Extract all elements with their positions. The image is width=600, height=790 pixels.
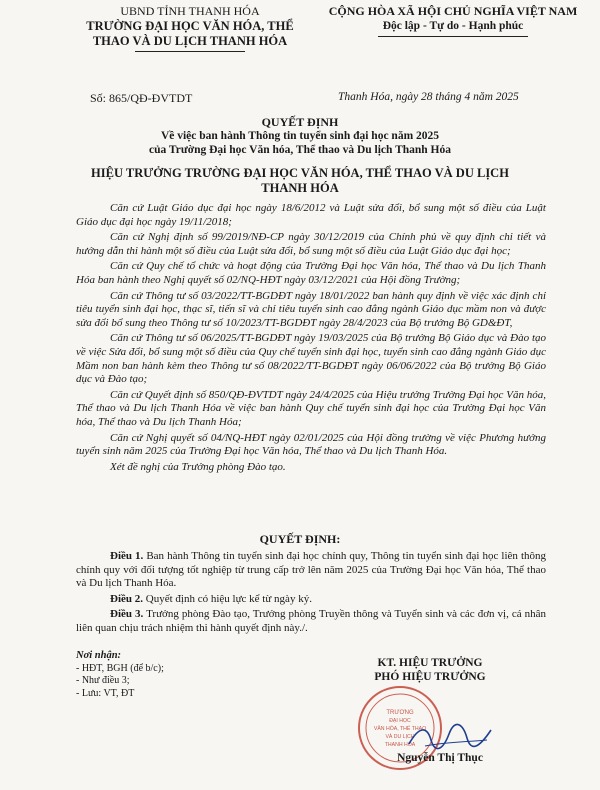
title-line3: của Trường Đại học Văn hóa, Thể thao và Du lịch Thanh Hóa — [148, 144, 451, 156]
article-text: Ban hành Thông tin tuyển sinh đại học chính quy, Thông tin tuyển sinh đại học liên thông chính quy với đối tượng tốt nghiệp từ trung cấp trở lên năm 2025 của Trường Đại học Văn hóa, Thể thao và Du lịch Thanh Hóa. — [76, 550, 547, 590]
nation-motto: Độc lập - Tự do - Hạnh phúc — [382, 20, 524, 32]
motto-underline — [378, 36, 528, 37]
svg-text:THANH HÓA: THANH HÓA — [384, 742, 416, 748]
article-text: Quyết định có hiệu lực kể từ ngày ký. — [143, 592, 312, 605]
article-text: Trưởng phòng Đào tạo, Trưởng phòng Truyền thông và Tuyển sinh và các đơn vị, cá nhân liên quan chịu trách nhiệm thi hành quyết định này./. — [76, 608, 547, 634]
recipient-item: - HĐT, BGH (để b/c); — [76, 662, 164, 674]
preamble-paragraph: Căn cứ Nghị quyết số 04/NQ-HĐT ngày 02/01/2025 của Hội đồng trường về việc Phương hướng tuyển sinh năm 2025 của Trường Đại học Văn hóa, Thể thao và Du lịch Thanh Hóa. — [76, 431, 546, 458]
article-3 — [76, 608, 546, 635]
article-label: Điều 1. — [110, 550, 144, 562]
signature-line1: KT. HIỆU TRƯỞNG — [377, 657, 483, 669]
document-number: Số: 865/QĐ-ĐVTDT — [90, 91, 193, 105]
preamble-paragraph: Căn cứ Luật Giáo dục đại học ngày 18/6/2012 và Luật sửa đổi, bổ sung một số điều của Luật Giáo dục đại học ngày 19/11/2018; — [76, 202, 546, 228]
document-title — [0, 115, 600, 157]
svg-text:VĂN HÓA, THỂ THAO: VĂN HÓA, THỂ THAO — [373, 726, 427, 732]
preamble-paragraph: Căn cứ Nghị định số 99/2019/NĐ-CP ngày 30/12/2019 của Chính phủ về quy định chi tiết và hướng dẫn thi hành một số điều của Luật sửa đổi, bổ sung một số điều của Luật Giáo dục đại học; — [76, 231, 546, 257]
recipient-item: - Như điều 3; — [76, 675, 130, 686]
signer-name: Nguyễn Thị Thục — [397, 752, 483, 764]
preamble-paragraph: Căn cứ Quyết định số 850/QĐ-ĐVTDT ngày 24/4/2025 của Hiệu trưởng Trường Đại học Văn hóa, Thể thao và Du lịch Thanh Hóa về việc ban hành Quy chế tuyển sinh đại học của Trường Đại học Văn hóa, Thể thao và Du lịch Thanh Hóa; — [76, 388, 546, 428]
signature-title — [330, 656, 530, 684]
nation-block — [318, 4, 588, 37]
school-name-line1: TRƯỜNG ĐẠI HỌC VĂN HÓA, THỂ — [86, 19, 294, 33]
title-line1: QUYẾT ĐỊNH — [261, 115, 339, 129]
article-label: Điều 2. — [110, 592, 143, 605]
issuer-block — [70, 4, 310, 52]
recipients-block — [76, 650, 276, 700]
agency-name: UBND TỈNH THANH HÓA — [120, 4, 260, 18]
school-name-line2: THAO VÀ DU LỊCH THANH HÓA — [92, 34, 288, 48]
recipients-label: Nơi nhận: — [76, 650, 122, 661]
article-label: Điều 3. — [110, 608, 144, 621]
authority-heading — [60, 166, 540, 196]
svg-text:ĐẠI HỌC: ĐẠI HỌC — [389, 718, 411, 724]
preamble-paragraph: Căn cứ Quy chế tổ chức và hoạt động của Trường Đại học Văn hóa, Thể thao và Du lịch Thanh Hóa ban hành theo Nghị quyết số 02/NQ-HĐT ngày 03/12/2021 của Hội đồng Trường; — [76, 260, 546, 286]
preamble — [76, 202, 546, 476]
preamble-paragraph: Căn cứ Thông tư số 06/2025/TT-BGDĐT ngày 19/03/2025 của Bộ trưởng Bộ Giáo dục và Đào tạo về việc Sửa đổi, bổ sung một số điều của Quy chế tuyển sinh đại học, tuyển sinh cao đẳng ngành Giáo dục Mầm non ban hành kèm theo Thông tư số 08/2022/TT-BGDĐT ngày 06/06/2022 của Bộ trưởng Bộ Giáo dục và Đào tạo; — [76, 332, 546, 386]
decision-heading: QUYẾT ĐỊNH: — [259, 532, 341, 546]
svg-text:TRƯỜNG: TRƯỜNG — [386, 710, 414, 716]
authority-line1: HIỆU TRƯỞNG TRƯỜNG ĐẠI HỌC VĂN HÓA, THỂ THAO VÀ DU LỊCH — [91, 166, 509, 180]
nation-name: CỘNG HÒA XÃ HỘI CHỦ NGHĨA VIỆT NAM — [328, 4, 578, 18]
authority-line2: THANH HÓA — [261, 181, 339, 195]
issuer-underline — [135, 51, 245, 52]
preamble-paragraph: Xét đề nghị của Trưởng phòng Đào tạo. — [110, 460, 286, 473]
svg-text:VÀ DU LỊCH: VÀ DU LỊCH — [385, 734, 415, 740]
signature-line2: PHÓ HIỆU TRƯỞNG — [374, 671, 486, 683]
recipient-item: - Lưu: VT, ĐT — [76, 687, 135, 699]
article-2 — [76, 593, 546, 607]
articles — [76, 550, 546, 638]
preamble-paragraph: Căn cứ Thông tư số 03/2022/TT-BGDĐT ngày 18/01/2022 ban hành quy định về việc xác định chỉ tiêu tuyển sinh đại học, thạc sĩ, tiến sĩ và chỉ tiêu tuyển sinh cao đẳng ngành Giáo dục mầm non và được sửa đổi bổ sung theo Thông tư số 10/2023/TT-BGDĐT ngày 28/4/2023 của Bộ trưởng Bộ GD&ĐT, — [76, 289, 546, 329]
title-line2: Về việc ban hành Thông tin tuyển sinh đại học năm 2025 — [160, 130, 440, 142]
handwritten-signature — [405, 720, 495, 752]
article-1 — [76, 550, 546, 591]
place-date: Thanh Hóa, ngày 28 tháng 4 năm 2025 — [338, 91, 519, 103]
